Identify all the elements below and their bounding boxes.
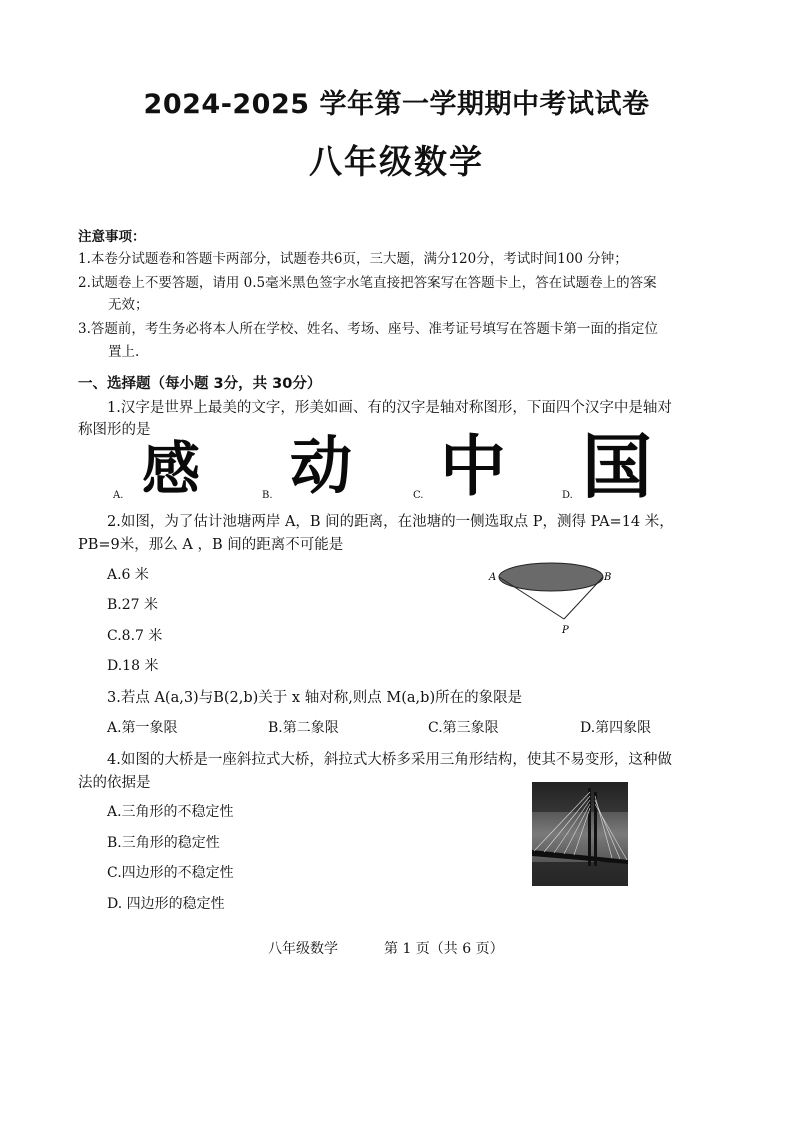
notice-heading: 注意事项：	[78, 229, 146, 245]
notice-item-2-cont: 无效；	[108, 297, 149, 313]
question-2-text: 2.如图，为了估计池塘两岸 A，B 间的距离，在池塘的一侧选取点 P，测得 PA=14 米，	[107, 514, 674, 530]
notice-item-2: 2.试题卷上不要答题，请用 0.5毫米黑色签字水笔直接把答案写在答题卡上，答在试题卷上的答案	[78, 275, 657, 291]
question-2-text-cont: PB=9米，那么 A ，B 间的距离不可能是	[78, 537, 344, 553]
section-heading: 一、选择题（每小题 3分，共 30分）	[78, 376, 322, 392]
q4-option-c: C.四边形的不稳定性	[107, 865, 234, 881]
label-a: A	[489, 572, 497, 583]
q1-char-d: 国	[582, 426, 652, 508]
bridge-photo	[532, 782, 628, 886]
question-4-text: 4.如图的大桥是一座斜拉式大桥，斜拉式大桥多采用三角形结构，使其不易变形，这种做	[107, 752, 672, 768]
q2-option-c: C.8.7 米	[107, 628, 163, 644]
q3-option-c: C.第三象限	[428, 720, 499, 736]
q1-option-b-label: B.	[262, 490, 273, 501]
q4-option-b: B.三角形的稳定性	[107, 835, 220, 851]
q1-char-c: 中	[440, 428, 506, 505]
q4-option-d: D. 四边形的稳定性	[107, 896, 225, 912]
notice-item-3: 3.答题前，考生务必将本人所在学校、姓名、考场、座号、准考证号填写在答题卡第一面的指定位	[78, 321, 658, 337]
pond-figure	[480, 555, 620, 640]
q1-option-c-label: C.	[413, 490, 424, 501]
q3-option-b: B.第二象限	[268, 720, 339, 736]
question-1-text-cont: 称图形的是	[78, 422, 151, 438]
q2-option-d: D.18 米	[107, 658, 159, 674]
q3-option-d: D.第四象限	[580, 720, 652, 736]
label-p: P	[562, 625, 569, 636]
footer-subject: 八年级数学	[268, 941, 338, 957]
q2-option-a: A.6 米	[107, 567, 149, 583]
question-4-text-cont: 法的依据是	[78, 775, 151, 791]
q4-option-a: A.三角形的不稳定性	[107, 804, 234, 820]
notice-item-3-cont: 置上.	[108, 344, 140, 360]
q1-option-a-label: A.	[113, 490, 124, 501]
q1-char-b: 动	[290, 429, 353, 502]
q2-option-b: B.27 米	[107, 597, 159, 613]
notice-item-1: 1.本卷分试题卷和答题卡两部分，试题卷共6页，三大题，满分120分，考试时间100 分钟；	[78, 251, 628, 267]
q1-char-a: 感	[142, 435, 201, 503]
exam-title: 2024-2025 学年第一学期期中考试试卷	[143, 89, 650, 120]
label-b: B	[604, 572, 612, 583]
question-1-text: 1.汉字是世界上最美的文字，形美如画、有的汉字是轴对称图形，下面四个汉字中是轴对	[107, 400, 672, 416]
q3-option-a: A.第一象限	[107, 720, 178, 736]
question-3-text: 3.若点 A(a,3)与B(2,b)关于 x 轴对称,则点 M(a,b)所在的象限是	[107, 690, 523, 706]
exam-subject: 八年级数学	[309, 142, 484, 181]
q1-option-d-label: D.	[562, 490, 573, 501]
footer-page-number: 第 1 页（共 6 页）	[384, 941, 504, 957]
